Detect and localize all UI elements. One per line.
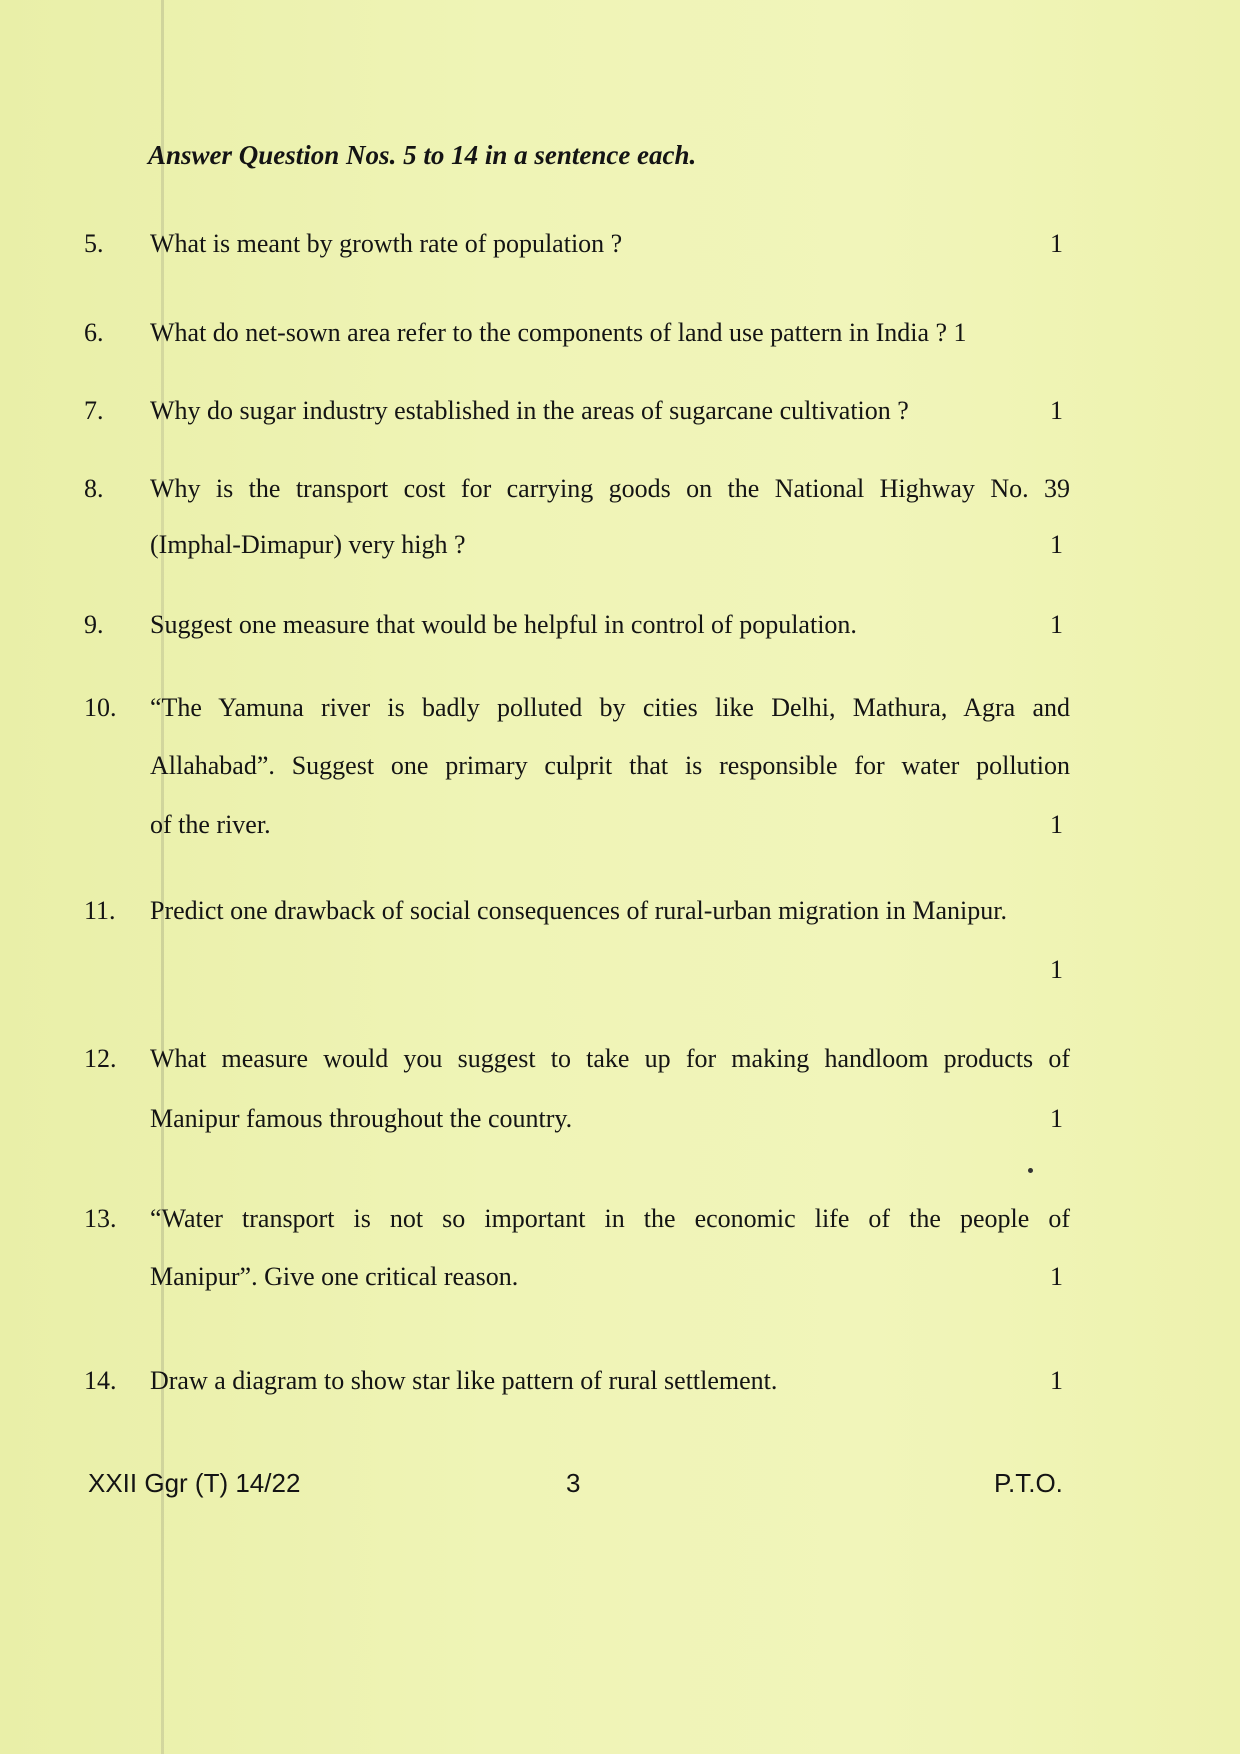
question-text: Draw a diagram to show star like pattern of rural settlement. [150,1366,778,1395]
question-number: 6. [84,318,104,347]
question-number: 5. [84,229,104,258]
question-number: 9. [84,610,104,639]
question-marks: 1 [1050,396,1063,425]
question-text: Predict one drawback of social consequences of rural-urban migration in Manipur. [150,896,1007,925]
question-number: 14. [84,1366,117,1395]
question-text: Suggest one measure that would be helpful in control of population. [150,610,857,639]
question-text-line-1: “Water transport is not so important in the economic life of the people of [150,1204,1070,1233]
paper-code: XXII Ggr (T) 14/22 [88,1468,301,1498]
page-number: 3 [566,1468,581,1498]
scan-speck [1028,1168,1033,1173]
question-text-line-1: What measure would you suggest to take up for making handloom products of [150,1044,1070,1073]
question-marks: 1 [1050,955,1063,984]
pto-label: P.T.O. [994,1468,1063,1498]
question-marks: 1 [1050,530,1063,559]
question-text: Why do sugar industry established in the areas of sugarcane cultivation ? [150,396,909,425]
question-number: 10. [84,693,117,722]
question-number: 7. [84,396,104,425]
question-text: What is meant by growth rate of population ? [150,229,623,258]
question-text-line-2: Manipur famous throughout the country. [150,1104,573,1133]
question-text-line-2: Manipur”. Give one critical reason. [150,1262,519,1291]
question-marks: 1 [1050,810,1063,839]
question-text: What do net-sown area refer to the components of land use pattern in India ? 1 [150,318,967,347]
question-text-line-1: Why is the transport cost for carrying goods on the National Highway No. 39 [150,474,1070,503]
question-marks: 1 [1050,1104,1063,1133]
question-text-line-1: “The Yamuna river is badly polluted by cities like Delhi, Mathura, Agra and [150,693,1070,722]
question-text-line-3: of the river. [150,810,271,839]
question-marks: 1 [1050,1366,1063,1395]
question-marks: 1 [1050,610,1063,639]
question-marks: 1 [1050,229,1063,258]
section-instruction: Answer Question Nos. 5 to 14 in a sentence each. [148,140,697,170]
question-text-line-2: Allahabad”. Suggest one primary culprit that is responsible for water pollution [150,751,1070,780]
question-number: 12. [84,1044,117,1073]
question-number: 8. [84,474,104,503]
question-marks: 1 [1050,1262,1063,1291]
question-number: 11. [84,896,116,925]
question-number: 13. [84,1204,117,1233]
question-text-line-2: (Imphal-Dimapur) very high ? [150,530,466,559]
